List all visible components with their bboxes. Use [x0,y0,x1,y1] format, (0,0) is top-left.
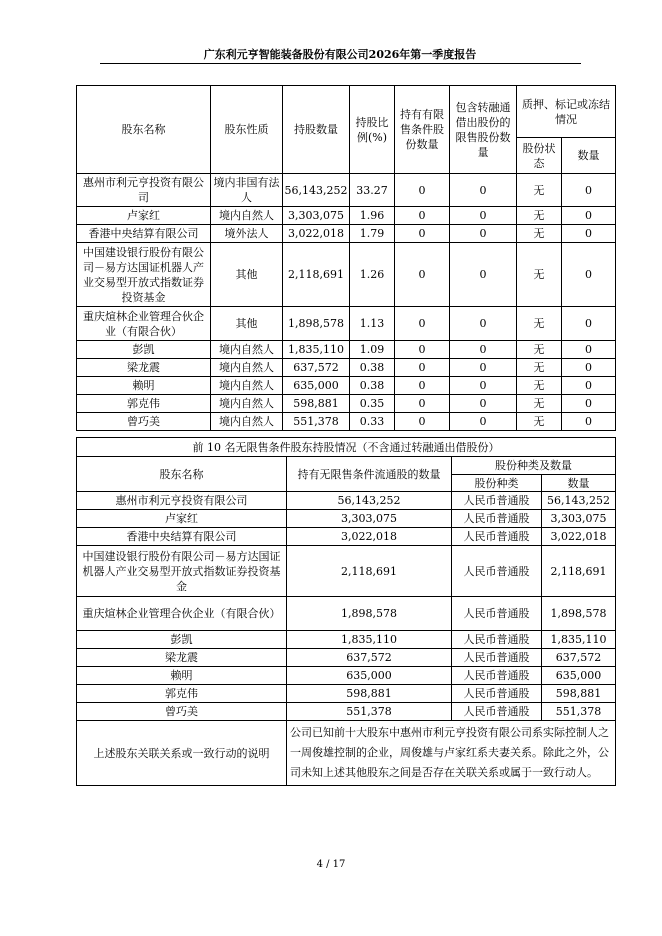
shareholder-name: 香港中央结算有限公司 [77,528,287,546]
share-type: 人民币普通股 [452,685,542,703]
restricted-shares: 0 [395,307,450,341]
shareholder-nature: 其他 [211,307,283,341]
pledge-qty: 0 [562,174,616,207]
shareholder-nature: 境内自然人 [211,413,283,431]
col-header-ratio: 持股比例(%) [350,86,395,174]
table-row [77,207,616,225]
unrestricted-qty: 598,881 [287,685,452,703]
holding-ratio: 1.13 [350,307,395,341]
shareholder-name: 赖明 [77,377,211,395]
lending-restricted-shares: 0 [450,207,517,225]
share-count: 56,143,252 [542,492,616,510]
lending-restricted-shares: 0 [450,395,517,413]
restricted-shares: 0 [395,341,450,359]
report-header: 广东利元亨智能装备股份有限公司2026年第一季度报告 [203,48,477,61]
shareholder-nature: 其他 [211,243,283,307]
shares-held: 1,835,110 [283,341,350,359]
top10-shareholders-table [76,85,616,431]
unrestricted-qty: 551,378 [287,703,452,721]
shareholder-name: 卢家红 [77,510,287,528]
shareholder-nature: 境外法人 [211,225,283,243]
col-header-name: 股东名称 [77,86,211,174]
table-row [77,685,616,703]
unrestricted-qty: 1,835,110 [287,631,452,649]
holding-ratio: 1.09 [350,341,395,359]
col-header-unrestricted-qty: 持有无限售条件流通股的数量 [287,457,452,492]
shares-held: 1,898,578 [283,307,350,341]
shares-held: 635,000 [283,377,350,395]
unrestricted-qty: 635,000 [287,667,452,685]
shares-held: 637,572 [283,359,350,377]
shareholder-name: 惠州市利元亨投资有限公司 [77,174,211,207]
unrestricted-qty: 3,303,075 [287,510,452,528]
unrestricted-qty: 1,898,578 [287,597,452,631]
table-row [77,649,616,667]
shareholder-name: 香港中央结算有限公司 [77,225,211,243]
unrestricted-qty: 3,022,018 [287,528,452,546]
table-row [77,667,616,685]
table-row [77,413,616,431]
pledge-qty: 0 [562,359,616,377]
pledge-qty: 0 [562,377,616,395]
share-type: 人民币普通股 [452,492,542,510]
lending-restricted-shares: 0 [450,307,517,341]
col-header-name: 股东名称 [77,457,287,492]
col-header-type: 股份种类 [452,475,542,492]
holding-ratio: 0.38 [350,377,395,395]
col-header-pledge-qty: 数量 [562,138,616,174]
table-row [77,546,616,597]
pledge-status: 无 [517,225,562,243]
lending-restricted-shares: 0 [450,359,517,377]
shareholder-name: 卢家红 [77,207,211,225]
shareholder-nature: 境内自然人 [211,359,283,377]
shares-held: 56,143,252 [283,174,350,207]
pledge-qty: 0 [562,413,616,431]
shareholder-nature: 境内非国有法人 [211,174,283,207]
share-count: 2,118,691 [542,546,616,597]
table-row [77,597,616,631]
table-row [77,225,616,243]
pledge-qty: 0 [562,395,616,413]
unrestricted-qty: 56,143,252 [287,492,452,510]
shareholder-name: 重庆煊林企业管理合伙企业（有限合伙） [77,597,287,631]
share-type: 人民币普通股 [452,528,542,546]
table-row [77,307,616,341]
holding-ratio: 33.27 [350,174,395,207]
lending-restricted-shares: 0 [450,413,517,431]
share-count: 1,898,578 [542,597,616,631]
col-header-shares: 持股数量 [283,86,350,174]
shareholder-nature: 境内自然人 [211,207,283,225]
shareholder-name: 中国建设银行股份有限公司－易方达国证机器人产业交易型开放式指数证券投资基金 [77,546,287,597]
shareholder-name: 赖明 [77,667,287,685]
holding-ratio: 1.96 [350,207,395,225]
shares-held: 598,881 [283,395,350,413]
share-type: 人民币普通股 [452,667,542,685]
share-type: 人民币普通股 [452,510,542,528]
relation-label: 上述股东关联关系或一致行动的说明 [77,721,287,786]
table-row [77,377,616,395]
col-header-pledge-status: 股份状态 [517,138,562,174]
header-divider [100,63,581,64]
pledge-qty: 0 [562,341,616,359]
col-header-type-group: 股份种类及数量 [452,457,616,475]
pledge-status: 无 [517,307,562,341]
table-row [77,510,616,528]
holding-ratio: 0.35 [350,395,395,413]
shareholder-name: 郭克伟 [77,395,211,413]
pledge-status: 无 [517,341,562,359]
shareholder-name: 梁龙震 [77,649,287,667]
shareholder-name: 曾巧美 [77,413,211,431]
share-count: 3,022,018 [542,528,616,546]
col-header-lending: 包含转融通借出股份的限售股份数量 [450,86,517,174]
pledge-status: 无 [517,174,562,207]
shareholder-name: 彭凯 [77,341,211,359]
table-row [77,703,616,721]
pledge-status: 无 [517,413,562,431]
share-count: 1,835,110 [542,631,616,649]
table-row [77,631,616,649]
holding-ratio: 0.38 [350,359,395,377]
shareholder-nature: 境内自然人 [211,341,283,359]
shareholder-nature: 境内自然人 [211,377,283,395]
pledge-qty: 0 [562,307,616,341]
table-row [77,359,616,377]
pledge-status: 无 [517,377,562,395]
top10-unrestricted-table [76,437,616,786]
pledge-qty: 0 [562,243,616,307]
table-row [77,395,616,413]
lending-restricted-shares: 0 [450,341,517,359]
holding-ratio: 1.79 [350,225,395,243]
table-row [77,341,616,359]
col-header-count: 数量 [542,475,616,492]
pledge-status: 无 [517,359,562,377]
share-count: 3,303,075 [542,510,616,528]
restricted-shares: 0 [395,377,450,395]
share-type: 人民币普通股 [452,597,542,631]
pledge-qty: 0 [562,207,616,225]
share-count: 551,378 [542,703,616,721]
table-row [77,174,616,207]
share-type: 人民币普通股 [452,546,542,597]
share-count: 637,572 [542,649,616,667]
pledge-status: 无 [517,207,562,225]
shareholder-name: 曾巧美 [77,703,287,721]
pledge-status: 无 [517,395,562,413]
shareholder-name: 彭凯 [77,631,287,649]
holding-ratio: 0.33 [350,413,395,431]
pledge-qty: 0 [562,225,616,243]
share-type: 人民币普通股 [452,631,542,649]
restricted-shares: 0 [395,243,450,307]
unrestricted-table-title: 前 10 名无限售条件股东持股情况（不含通过转融通出借股份） [77,438,616,457]
table-row [77,528,616,546]
restricted-shares: 0 [395,207,450,225]
restricted-shares: 0 [395,225,450,243]
shareholder-name: 惠州市利元亨投资有限公司 [77,492,287,510]
lending-restricted-shares: 0 [450,225,517,243]
shares-held: 2,118,691 [283,243,350,307]
relation-text: 公司已知前十大股东中惠州市利元亨投资有限公司系实际控制人之一周俊雄控制的企业，周俊雄与卢家红系夫妻关系。除此之外，公司未知上述其他股东之间是否存在关联关系或属于一致行动人。 [287,721,616,786]
unrestricted-qty: 637,572 [287,649,452,667]
shares-held: 3,303,075 [283,207,350,225]
lending-restricted-shares: 0 [450,377,517,395]
shareholder-name: 中国建设银行股份有限公司－易方达国证机器人产业交易型开放式指数证券投资基金 [77,243,211,307]
restricted-shares: 0 [395,174,450,207]
shareholder-name: 梁龙震 [77,359,211,377]
page-number: 4 / 17 [316,859,346,870]
share-type: 人民币普通股 [452,703,542,721]
pledge-status: 无 [517,243,562,307]
lending-restricted-shares: 0 [450,243,517,307]
table-row [77,492,616,510]
col-header-restricted: 持有有限售条件股份数量 [395,86,450,174]
shares-held: 551,378 [283,413,350,431]
restricted-shares: 0 [395,413,450,431]
share-count: 635,000 [542,667,616,685]
table-row [77,243,616,307]
share-type: 人民币普通股 [452,649,542,667]
restricted-shares: 0 [395,395,450,413]
restricted-shares: 0 [395,359,450,377]
col-header-nature: 股东性质 [211,86,283,174]
shares-held: 3,022,018 [283,225,350,243]
shareholder-nature: 境内自然人 [211,395,283,413]
shareholder-name: 重庆煊林企业管理合伙企业（有限合伙） [77,307,211,341]
lending-restricted-shares: 0 [450,174,517,207]
share-count: 598,881 [542,685,616,703]
unrestricted-qty: 2,118,691 [287,546,452,597]
shareholder-name: 郭克伟 [77,685,287,703]
col-header-pledge: 质押、标记或冻结情况 [517,86,616,138]
holding-ratio: 1.26 [350,243,395,307]
